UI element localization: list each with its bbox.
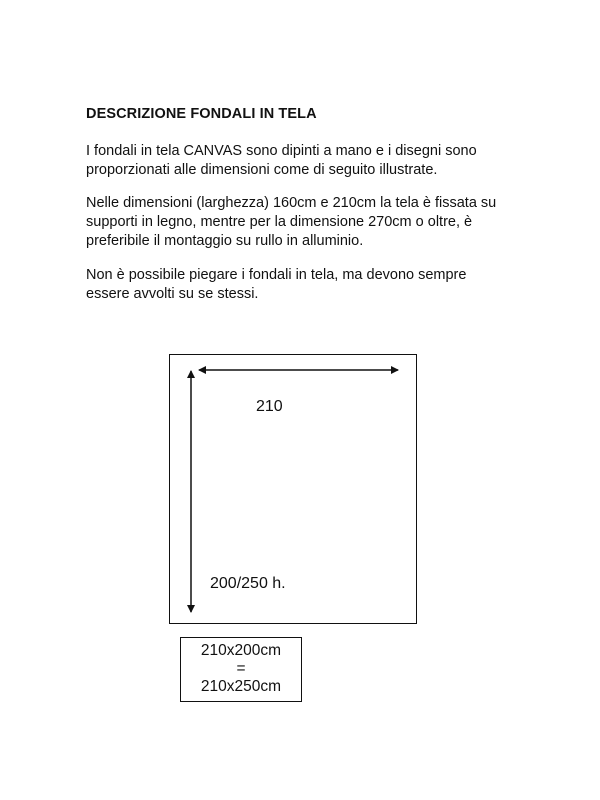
size-equals-sign: = bbox=[236, 660, 246, 677]
size-line-2: 210x250cm bbox=[200, 678, 282, 695]
paragraph-line: proporzionati alle dimensioni come di seguito illustrate. bbox=[86, 162, 438, 178]
paragraph-line: I fondali in tela CANVAS sono dipinti a mano e i disegni sono bbox=[86, 143, 477, 159]
height-label: 200/250 h. bbox=[210, 575, 286, 592]
paragraph-line: essere avvolti su se stessi. bbox=[86, 286, 259, 302]
paragraph-line: Non è possibile piegare i fondali in tela, ma devono sempre bbox=[86, 267, 467, 283]
paragraph-line: preferibile il montaggio su rullo in alluminio. bbox=[86, 233, 364, 249]
paragraph-line: supporti in legno, mentre per la dimensione 270cm o oltre, è bbox=[86, 214, 473, 230]
size-line-1: 210x200cm bbox=[200, 642, 282, 659]
document-title: DESCRIZIONE FONDALI IN TELA bbox=[86, 106, 317, 122]
width-label: 210 bbox=[256, 398, 283, 415]
size-equivalence-box bbox=[180, 637, 302, 702]
paragraph-line: Nelle dimensioni (larghezza) 160cm e 210cm la tela è fissata su bbox=[86, 195, 497, 211]
